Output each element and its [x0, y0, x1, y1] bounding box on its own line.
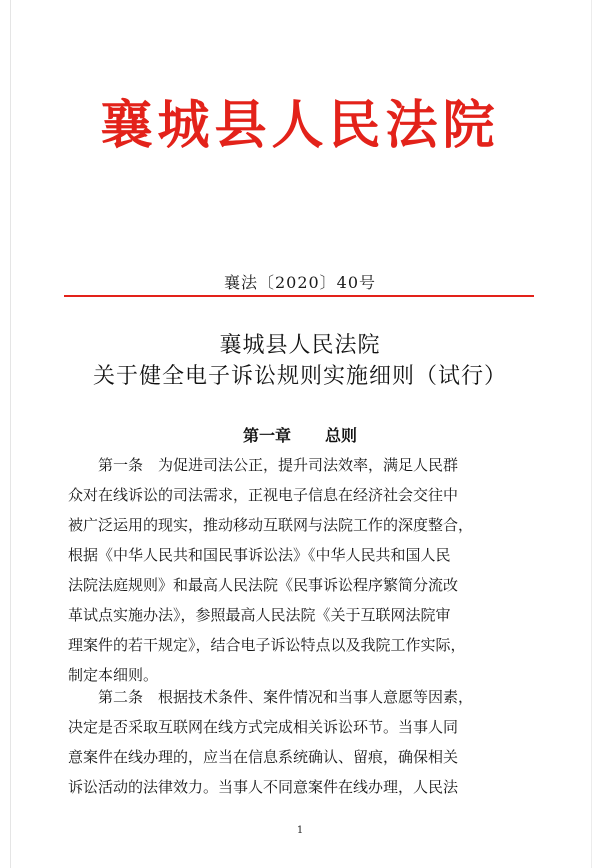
document-title-line-2: 关于健全电子诉讼规则实施细则（试行）	[92, 364, 507, 389]
text-line: 诉讼活动的法律效力。当事人不同意案件在线办理，人民法	[68, 778, 459, 796]
chapter-number: 第一章	[242, 426, 291, 445]
red-divider-line	[64, 295, 534, 297]
text-line: 法院法庭规则》和最高人民法院《民事诉讼程序繁简分流改	[68, 576, 459, 594]
page-number: 1	[296, 825, 304, 836]
article-1-paragraph	[68, 450, 536, 690]
text-line: 第二条 根据技术条件、案件情况和当事人意愿等因素，	[68, 688, 474, 706]
text-line: 决定是否采取互联网在线方式完成相关诉讼环节。当事人同	[68, 718, 459, 736]
text-line: 理案件的若干规定》，结合电子诉讼特点以及我院工作实际，	[68, 636, 466, 654]
text-line: 第一条 为促进司法公正，提升司法效率，满足人民群	[68, 456, 459, 474]
article-2-paragraph	[68, 682, 536, 802]
chapter-name: 总则	[325, 426, 358, 445]
document-number: 襄法〔2020〕40号	[223, 273, 377, 292]
text-line: 意案件在线办理的，应当在信息系统确认、留痕，确保相关	[68, 748, 459, 766]
chapter-heading	[0, 423, 600, 446]
text-line: 众对在线诉讼的司法需求，正视电子信息在经济社会交往中	[68, 486, 459, 504]
text-line: 制定本细则。	[68, 666, 159, 684]
text-line: 被广泛运用的现实，推动移动互联网与法院工作的深度整合，	[68, 516, 474, 534]
text-line: 根据《中华人民共和国民事诉讼法》《中华人民共和国人民	[68, 546, 451, 564]
document-title-line-1: 襄城县人民法院	[219, 333, 381, 358]
text-line: 革试点实施办法》，参照最高人民法院《关于互联网法院审	[68, 606, 451, 624]
court-name-header: 襄城县人民法院	[100, 96, 500, 156]
